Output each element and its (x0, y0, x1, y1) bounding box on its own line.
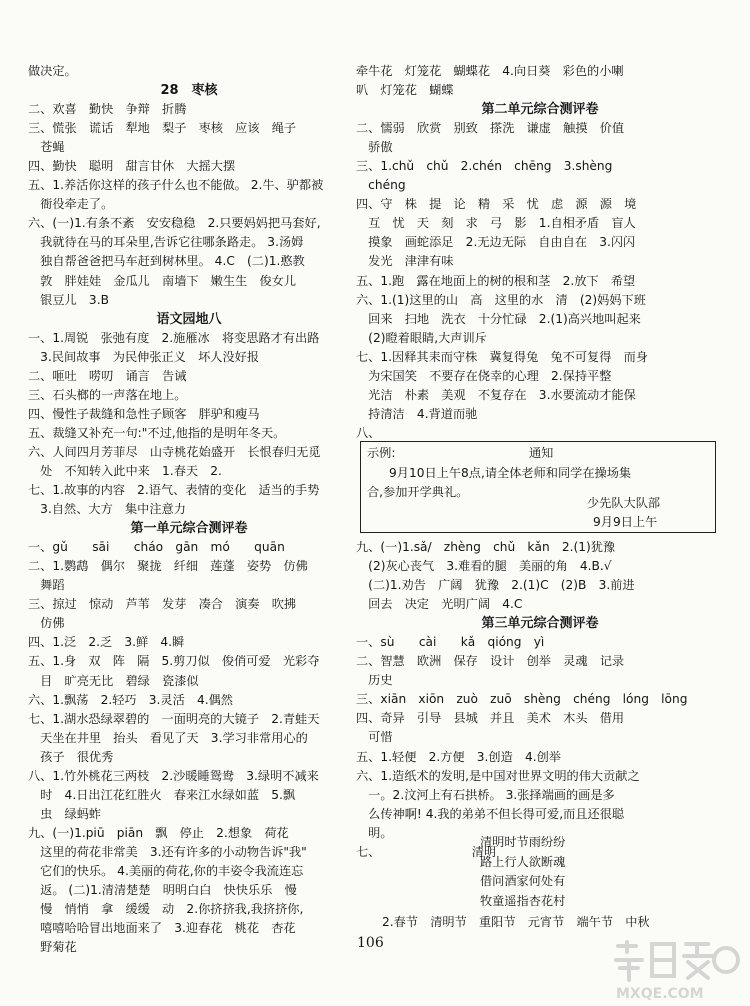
answer-line: 三、慌张 谎话 犁地 梨子 枣核 应该 绳子 (28, 121, 297, 136)
answer-line: 六、1.飘荡 2.轻巧 3.灵活 4.偶然 (28, 692, 233, 707)
answer-line: 四、奇异 引导 县城 并且 美术 木头 借用 (356, 711, 625, 726)
answer-line: 二、智慧 欧洲 保存 设计 创举 灵魂 记录 (356, 654, 625, 669)
answer-line: 光洁 朴素 美观 不复存在 3.水要流动才能保 (356, 387, 636, 402)
poem-line: 借问酒家何处有 (480, 874, 566, 888)
answer-line: 返。 (二)1.清清楚楚 明明白白 快快乐乐 慢 (28, 883, 297, 898)
answer-line: 八、1.竹外桃花三两枝 2.沙暖睡鸳鸯 3.绿明不减来 (28, 768, 319, 783)
answer-line: 二、懦弱 欣赏 别致 搽洗 谦虚 触摸 价值 (356, 121, 625, 136)
answer-line: 3.民间故事 为民伸张正义 坏人没好报 (28, 349, 260, 364)
poem-line: 路上行人欲断魂 (480, 854, 566, 869)
answer-line: 仿佛 (28, 616, 65, 631)
notice-box (360, 441, 716, 533)
answer-line: 二、欢喜 勤快 争辩 折腾 (28, 102, 187, 117)
answer-line: 孩子 很优秀 (28, 749, 114, 764)
answer-line: 二、1.鹦鹉 偶尔 聚拢 纤细 莲蓬 姿势 仿佛 (28, 559, 308, 574)
answer-line: 五、1.身 双 阵 隔 5.剪刀似 俊俏可爱 光彩夺 (28, 654, 320, 669)
answer-line: 互 忧 天 刻 求 弓 影 1.自相矛盾 盲人 (356, 216, 636, 231)
section-heading: 语文园地八 (156, 311, 222, 327)
answer-line: 三、1.chǔ chǔ 2.chén chēng 3.shèng (356, 159, 613, 174)
answer-line: 虫 绿蚂蚱 (28, 806, 102, 821)
answer-line: 八、 (356, 425, 381, 440)
answer-line: 历史 (356, 673, 393, 688)
answer-line: 可惜 (356, 730, 393, 745)
answer-line: 么传神啊! 4.我的弟弟不但长得可爱,而且还很聪 (356, 806, 625, 821)
answer-line: 舞蹈 (28, 578, 65, 593)
answer-line: 回去 决定 光明广阔 4.C (356, 597, 523, 612)
answer-line: chéng (356, 178, 406, 193)
answer-line: 三、石头榔的一声落在地上。 (28, 387, 187, 402)
answer-line: 牵牛花 灯笼花 蝴蝶花 4.向日葵 彩色的小喇 (356, 64, 624, 78)
notice-label: 示例: (367, 446, 396, 460)
right-column (356, 62, 724, 443)
answer-line: 六、人间四月芳菲尽 山寺桃花始盛开 长恨春归无觅 (28, 444, 321, 459)
answer-line: 七、1.湖水恐绿翠碧的 一面明亮的大镜子 2.青蛙天 (28, 711, 320, 726)
left-column (28, 62, 350, 957)
watermark-logo-icon (612, 938, 742, 1002)
answer-line: (2)瞪着眼睛,大声训斥 (356, 330, 487, 345)
answer-line: 苍蝇 (28, 140, 65, 155)
answer-line: 时 4.日出江花红胜火 春来江水绿如蓝 5.飘 (28, 787, 296, 802)
section-heading: 第三单元综合测评卷 (481, 616, 599, 632)
answer-line: 一、1.周锐 张弛有度 2.施雁冰 将变思路才有出路 (28, 330, 320, 345)
section-heading: 第一单元综合测评卷 (130, 521, 248, 537)
section-heading: 28 枣核 (160, 83, 218, 99)
answer-line: 嘻嘻哈哈冒出地面来了 3.迎春花 桃花 杏花 (28, 921, 296, 936)
answer-line: 持清洁 4.背道而驰 (356, 406, 478, 421)
answer-line: 衙役牵走了。 (28, 197, 114, 212)
festival-list-line: 2.春节 清明节 重阳节 元宵节 端午节 中秋 (382, 915, 650, 929)
answer-line: 我就待在马的耳朵里,告诉它往哪条路走。 3.汤姆 (28, 235, 304, 250)
answer-line: 九、(一)1.piū piān 飘 停止 2.想象 荷花 (28, 825, 289, 840)
answer-line: 摸象 画蛇添足 2.无边无际 自由自在 3.闪闪 (356, 235, 636, 250)
answer-line: 这里的荷花非常美 3.还有许多的小动物告诉"我" (28, 844, 307, 859)
notice-date: 9月9日上午 (593, 515, 658, 529)
notice-title: 通知 (529, 446, 554, 460)
answer-line: 为宋国笑 不要存在侥幸的心理 2.保持平整 (356, 368, 612, 383)
answer-line: 明。 (356, 825, 393, 840)
section-heading: 第二单元综合测评卷 (481, 102, 599, 118)
answer-line: 四、勤快 聪明 甜言甘休 大摇大摆 (28, 159, 236, 174)
answer-line: 六、1.(1)这里的山 高 这里的水 清 (2)妈妈下班 (356, 292, 646, 307)
answer-line: 它们的快乐。 4.美丽的荷花,你的丰姿令我流连忘 (28, 863, 304, 878)
answer-line: 野菊花 (28, 940, 77, 955)
answer-line: (2)灰心丧气 3.难看的腿 美丽的角 4.B.√ (356, 559, 612, 574)
svg-text:MXQE.COM: MXQE.COM (616, 986, 704, 1002)
answer-line: 发光 津津有味 (356, 254, 454, 269)
answer-line: 3.自然、大方 集中注意力 (28, 502, 186, 517)
answer-line: 一、sù cài kǎ qióng yì (356, 635, 545, 650)
notice-body-line-2: 合,参加开学典礼。 (367, 485, 469, 499)
answer-line: 五、1.养活你这样的孩子什么也不能做。 2.牛、驴都被 (28, 178, 324, 193)
page-number: 106 (357, 935, 384, 951)
poem-line: 牧童遥指杏花村 (480, 893, 566, 908)
notice-body-line-1: 9月10日上午8点,请全体老师和同学在操场集 (389, 466, 632, 480)
answer-line: 四、1.泛 2.乏 3.鲜 4.瞬 (28, 635, 185, 650)
answer-line: 四、守 株 提 论 精 采 忧 虑 源 源 境 (356, 197, 637, 212)
answer-line: 一、gǔ sāi cháo gān mó quān (28, 540, 285, 555)
answer-line: 七、1.故事的内容 2.语气、表情的变化 适当的手势 (28, 483, 320, 498)
answer-line: 叭 灯笼花 蝴蝶 (356, 83, 454, 98)
poem-line: 清明时节雨纷纷 (480, 835, 566, 849)
notice-signer: 少先队大队部 (587, 496, 661, 510)
poem-qingming (480, 833, 620, 911)
answer-line: 做决定。 (28, 64, 77, 78)
answer-line: 目 旷亮无比 碧绿 瓷漆似 (28, 673, 199, 688)
answer-line: 处 不知转入此中来 1.春天 2. (28, 463, 222, 478)
answer-line: 七、1.因释其耒而守株 冀复得兔 兔不可复得 而身 (356, 349, 648, 364)
answer-line: 骄傲 (356, 140, 393, 155)
answer-line: 二、咂吐 唠叨 诵言 告诫 (28, 368, 187, 383)
right-column-lower (356, 538, 724, 862)
answer-line: 六、1.造纸术的发明,是中国对世界文明的伟大贡献之 (356, 768, 640, 783)
answer-line: 四、慢性子裁缝和急性子顾客 胖驴和瘦马 (28, 406, 260, 421)
answer-line: 三、xiān xiōn zuò zuō shèng chéng lóng lōng (356, 692, 688, 707)
answer-line: 独自帮爸爸把马车赶到树林里。 4.C (二)1.憨教 (28, 254, 305, 269)
answer-line: 五、裁缝又补充一句:"不过,他指的是明年冬天。 (28, 425, 286, 440)
answer-line: 天坐在井里 抬头 看见了天 3.学习非常用心的 (28, 730, 308, 745)
answer-line: 三、掠过 惊动 芦苇 发芽 凑合 演奏 吹拂 (28, 597, 297, 612)
answer-line: 敦 胖娃娃 金瓜儿 南墙下 嫩生生 俊女儿 (28, 273, 297, 288)
answer-line: 七、 清明 (356, 844, 497, 859)
answer-line: 九、(一)1.sǎ/ zhèng chǔ kǎn 2.(1)犹豫 (356, 540, 616, 554)
answer-line: (二)1.劝告 广阔 犹豫 2.(1)C (2)B 3.前进 (356, 578, 635, 593)
answer-line: 慢 悄悄 拿 缓缓 动 2.你挤挤我,我挤挤你, (28, 902, 304, 917)
answer-line: 五、1.跑 露在地面上的树的根和茎 2.放下 希望 (356, 273, 636, 288)
answer-line: 一。2.汶河上有石拱桥。 3.张择端画的画是多 (356, 787, 615, 802)
answer-line: 银豆儿 3.B (28, 292, 109, 307)
answer-line: 六、(一)1.有条不紊 安安稳稳 2.只要妈妈把马套好, (28, 216, 321, 231)
answer-line: 五、1.轻便 2.方便 3.创造 4.创举 (356, 749, 561, 764)
answer-line: 回来 扫地 洗衣 十分忙碌 2.(1)高兴地叫起来 (356, 311, 641, 326)
